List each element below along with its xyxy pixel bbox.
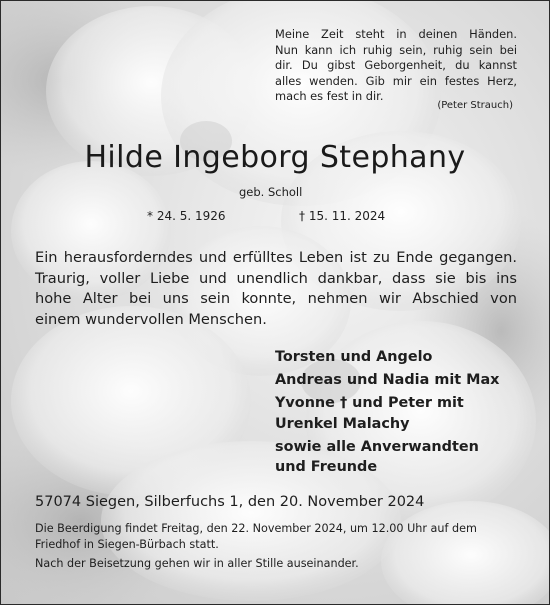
quote-author: (Peter Strauch) [437,100,513,111]
mourner-line: sowie alle Anverwandten [275,438,479,455]
mourners-list [275,347,535,477]
mourner-line: und Freunde [275,459,378,476]
announcement-line: Traurig, voller Liebe und unendlich dankbar, dass sie bis ins [35,269,517,287]
funeral-line: Die Beerdigung findet Freitag, den 22. November 2024, um 12.00 Uhr auf dem [35,522,477,535]
after-burial-note: Nach der Beisetzung gehen wir in aller Stille auseinander. [35,557,359,570]
quote-line: dir. Du gibst Geborgenheit, du kannst [275,58,517,73]
mourner-line: Andreas und Nadia mit Max [275,372,500,389]
notice-content [1,1,549,604]
announcement-line: hohe Alter bei uns sein konnte, nehmen wir Abschied von [35,290,517,307]
quote-line: alles wenden. Gib mir ein festes Herz, [275,73,517,88]
announcement-text [35,248,517,330]
mourner-line: Torsten und Angelo [275,349,433,365]
memorial-quote [275,27,517,105]
quote-line: Meine Zeit steht in deinen Händen. [275,27,517,41]
birth-name: geb. Scholl [239,185,303,199]
location-date: 57074 Siegen, Silberfuchs 1, den 20. November 2024 [35,494,425,510]
quote-line: Nun kann ich ruhig sein, ruhig sein bei [275,42,517,57]
deceased-name: Hilde Ingeborg Stephany [84,140,466,175]
mourner-line: Urenkel Malachy [275,415,410,432]
birth-date: * 24. 5. 1926 [147,209,226,223]
funeral-line: Friedhof in Siegen-Bürbach statt. [35,537,219,551]
funeral-info [35,521,519,552]
announcement-line: Ein herausforderndes und erfülltes Leben ist zu Ende gegangen. [35,249,517,266]
mourner-line: Yvonne † und Peter mit [275,395,464,412]
quote-line: mach es fest in dir. [275,89,384,104]
death-date: † 15. 11. 2024 [299,209,386,223]
announcement-line: einem wundervollen Menschen. [35,310,267,328]
